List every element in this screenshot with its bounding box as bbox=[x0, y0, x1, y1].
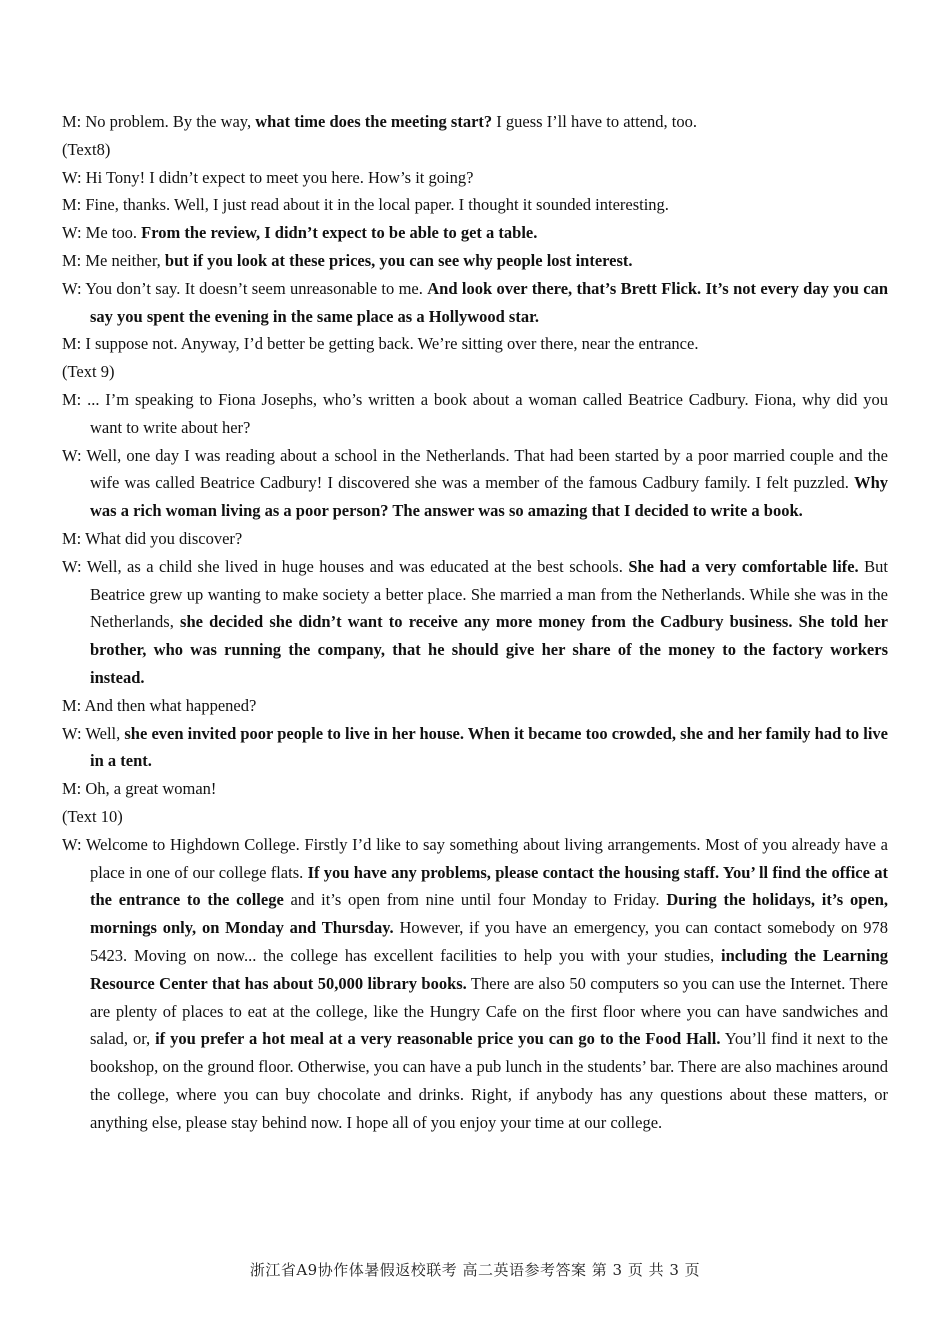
dialogue-line bbox=[62, 275, 888, 331]
dialogue-line bbox=[62, 553, 888, 692]
dialogue-text: W: Hi Tony! I didn’t expect to meet you here. How’s it going? bbox=[62, 167, 474, 187]
dialogue-line bbox=[62, 108, 888, 136]
dialogue-line bbox=[62, 164, 888, 192]
dialogue-text: (Text 9) bbox=[62, 362, 115, 382]
dialogue-line bbox=[62, 442, 888, 525]
dialogue-text: W: Well, one day I was reading about a school in the Netherlands. That had been started by a poor married couple and the wife was called Beatrice Cadbury! I discovered she was a member of the famous Cadbury family. I felt puzzled. bbox=[62, 445, 888, 493]
dialogue-text: M: Fine, thanks. Well, I just read about it in the local paper. I thought it sounded interesting. bbox=[62, 195, 669, 215]
transcript-body bbox=[62, 108, 888, 1136]
bold-answer-text: She had a very comfortable life. bbox=[628, 556, 859, 576]
bold-answer-text: From the review, I didn’t expect to be able to get a table. bbox=[141, 223, 538, 243]
dialogue-line bbox=[62, 831, 888, 1137]
bold-answer-text: she decided she didn’t want to receive any more money from the Cadbury business. She told her brother, who was running the company, that he should give her share of the money to the factory workers instead. bbox=[90, 612, 888, 687]
bold-answer-text: Why was a rich woman living as a poor person? The answer was so amazing that I decided to write a book. bbox=[90, 473, 888, 521]
dialogue-text: W: Well, bbox=[62, 723, 125, 743]
bold-answer-text: If you have any problems, please contact the housing staff. You’ ll find the office at the entrance to the college bbox=[90, 862, 889, 910]
dialogue-line bbox=[62, 386, 888, 442]
dialogue-text: There are also 50 computers so you can use the Internet. There are plenty of places to eat at the college, like the Hungry Cafe on the first floor where you can have sandwiches and salad, or, bbox=[90, 973, 888, 1049]
section-header bbox=[62, 358, 888, 386]
dialogue-text: You’ll find it next to the bookshop, on the ground floor. Otherwise, you can have a pub lunch in the students’ bar. There are also machines around the college, where you can buy chocolate and drinks. Right, if anybody has any questions about these matters, or anything else, please stay behind now. I hope all of you enjoy your time at our college. bbox=[90, 1029, 888, 1132]
dialogue-line bbox=[62, 525, 888, 553]
dialogue-line bbox=[62, 692, 888, 720]
dialogue-text: and it’s open from nine until four Monday to Friday. bbox=[283, 890, 667, 910]
dialogue-line bbox=[62, 720, 888, 776]
dialogue-text: M: No problem. By the way, bbox=[62, 112, 256, 131]
dialogue-text: (Text8) bbox=[62, 139, 111, 159]
dialogue-text: W: Well, as a child she lived in huge houses and was educated at the best schools. bbox=[62, 556, 629, 576]
dialogue-text: However, if you have an emergency, you can contact somebody on 978 5423. Moving on now... the college has excellent facilities to help you with your studies, bbox=[90, 918, 888, 965]
bold-answer-text: And look over there, that’s Brett Flick. It’s not every day you can say you spent the evening in the same place as a Hollywood star. bbox=[90, 278, 888, 326]
dialogue-line bbox=[62, 247, 888, 275]
dialogue-line bbox=[62, 330, 888, 358]
dialogue-text: But Beatrice grew up wanting to make society a better place. She married a man from the Netherlands. While she was in the Netherlands, bbox=[90, 556, 888, 632]
dialogue-text: M: ... I’m speaking to Fiona Josephs, who’s written a book about a woman called Beatrice Cadbury. Fiona, why did you want to write about her? bbox=[62, 389, 888, 437]
dialogue-text: W: Welcome to Highdown College. Firstly I’d like to say something about living arrangements. Most of you already have a place in one of our college flats. bbox=[62, 834, 888, 882]
bold-answer-text: she even invited poor people to live in her house. When it became too crowded, she and her family had to live in a tent. bbox=[90, 723, 888, 771]
bold-answer-text: During the holidays, it’s open, mornings only, on Monday and Thursday. bbox=[90, 890, 888, 938]
dialogue-text: W: You don’t say. It doesn’t seem unreasonable to me. bbox=[62, 278, 428, 298]
bold-answer-text: what time does the meeting start? bbox=[255, 112, 493, 131]
section-header bbox=[62, 136, 888, 164]
dialogue-text: I guess I’ll have to attend, too. bbox=[492, 112, 697, 131]
dialogue-text: (Text 10) bbox=[62, 806, 123, 826]
dialogue-text: M: Me neither, bbox=[62, 250, 165, 270]
dialogue-line bbox=[62, 775, 888, 803]
bold-answer-text: if you prefer a hot meal at a very reasonable price you can go to the Food Hall. bbox=[155, 1029, 721, 1049]
bold-answer-text: including the Learning Resource Center that has about 50,000 library books. bbox=[90, 945, 888, 993]
dialogue-text: W: Me too. bbox=[62, 223, 142, 243]
bold-answer-text: but if you look at these prices, you can see why people lost interest. bbox=[164, 250, 633, 270]
dialogue-line bbox=[62, 191, 888, 219]
dialogue-text: M: I suppose not. Anyway, I’d better be getting back. We’re sitting over there, near the entrance. bbox=[62, 334, 699, 354]
dialogue-text: M: What did you discover? bbox=[62, 528, 243, 548]
page-footer: 浙江省A9协作体暑假返校联考 高二英语参考答案 第 3 页 共 3 页 bbox=[249, 1261, 701, 1279]
section-header bbox=[62, 803, 888, 831]
dialogue-line bbox=[62, 219, 888, 247]
dialogue-text: M: Oh, a great woman! bbox=[62, 779, 217, 799]
dialogue-text: M: And then what happened? bbox=[62, 695, 257, 715]
